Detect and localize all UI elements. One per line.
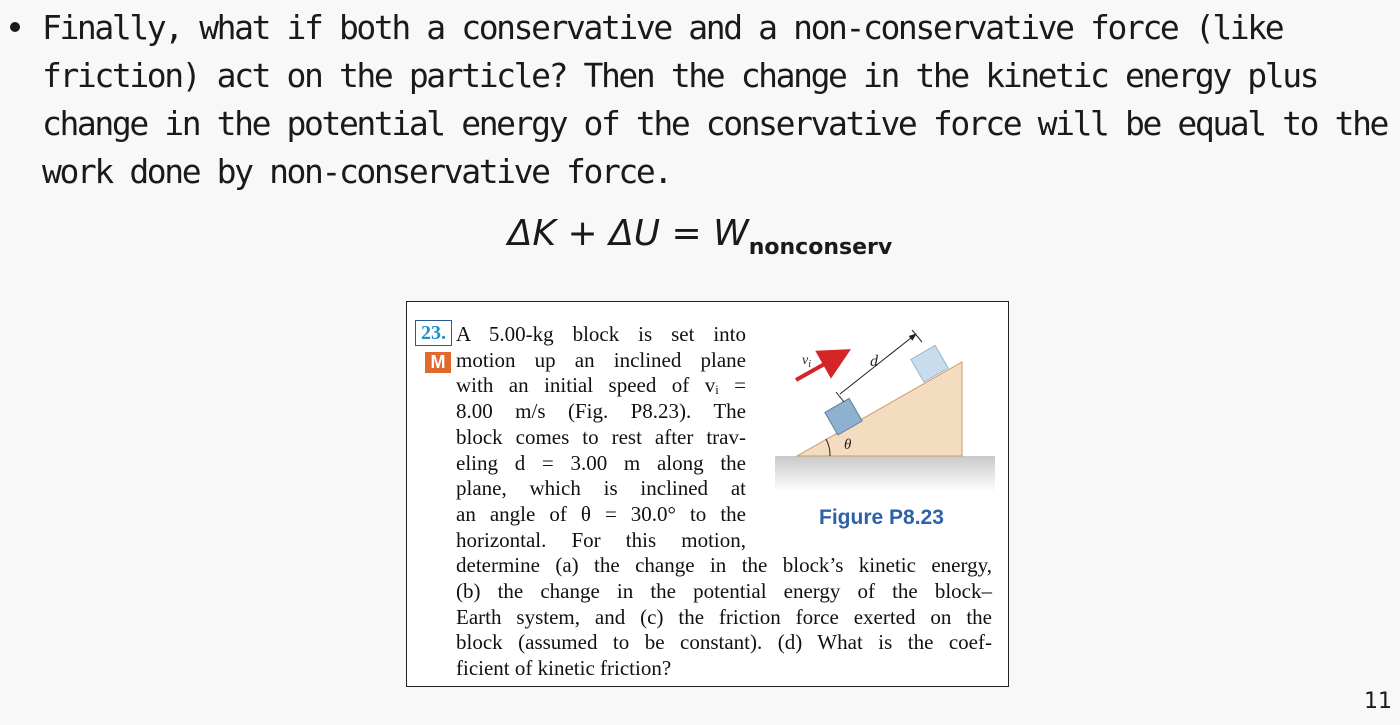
problem-text-line: an angle of θ = 30.0° to the xyxy=(456,501,746,526)
problem-text-line: with an initial speed of vᵢ = xyxy=(456,373,746,398)
problem-text-line: (b) the change in the potential energy of the block– xyxy=(456,579,992,603)
bullet-text-line: Finally, what if both a conservative and a non-conservative force (like xyxy=(42,8,1283,47)
bullet-text-line: change in the potential energy of the conservative force will be equal to the xyxy=(42,104,1388,143)
equation-delta-u: ΔU xyxy=(609,213,661,254)
problem-text-line: eling d = 3.00 m along the xyxy=(456,450,746,475)
problem-text-line: motion up an inclined plane xyxy=(456,347,746,372)
bullet-text-line: friction) act on the particle? Then the change in the kinetic energy plus xyxy=(42,56,1318,95)
bullet-point xyxy=(10,22,20,32)
equation-work: W xyxy=(713,213,749,254)
distance-arrow xyxy=(840,334,916,394)
problem-text-line: determine (a) the change in the block’s kinetic energy, xyxy=(456,553,992,578)
label-v: $v_i$ xyxy=(802,353,811,370)
problem-text-line: block comes to rest after trav- xyxy=(456,424,746,449)
problem-text-line: ficient of kinetic friction? xyxy=(456,656,672,681)
equation-subscript: nonconserv xyxy=(748,235,893,260)
textbook-problem-image xyxy=(406,301,1009,687)
problem-text-line: 8.00 m/s (Fig. P8.23). The xyxy=(456,399,746,424)
problem-text-line: horizontal. For this motion, xyxy=(456,527,746,552)
problem-text-line: plane, which is inclined at xyxy=(456,476,746,501)
ground xyxy=(775,456,995,492)
ramp xyxy=(797,362,962,456)
equation-plus: + xyxy=(556,213,610,254)
page-number: 11 xyxy=(1364,689,1392,714)
equation-delta-k: ΔK xyxy=(507,213,557,254)
problem-text-line: block (assumed to be constant). (d) What is the coef- xyxy=(456,630,992,655)
problem-badge: M xyxy=(425,352,451,373)
bullet-text-line: work done by non-conservative force. xyxy=(42,152,671,191)
figure-caption: Figure P8.23 xyxy=(819,506,944,529)
energy-equation xyxy=(0,213,1400,260)
label-d: d xyxy=(870,353,878,370)
label-theta: θ xyxy=(844,437,852,453)
problem-text-line: Earth system, and (c) the friction force exerted on the xyxy=(456,604,992,629)
equation-equals: = xyxy=(660,213,714,254)
inclined-plane-figure xyxy=(772,312,997,497)
problem-text-line: A 5.00-kg block is set into xyxy=(456,322,746,346)
problem-number: 23. xyxy=(415,320,452,346)
